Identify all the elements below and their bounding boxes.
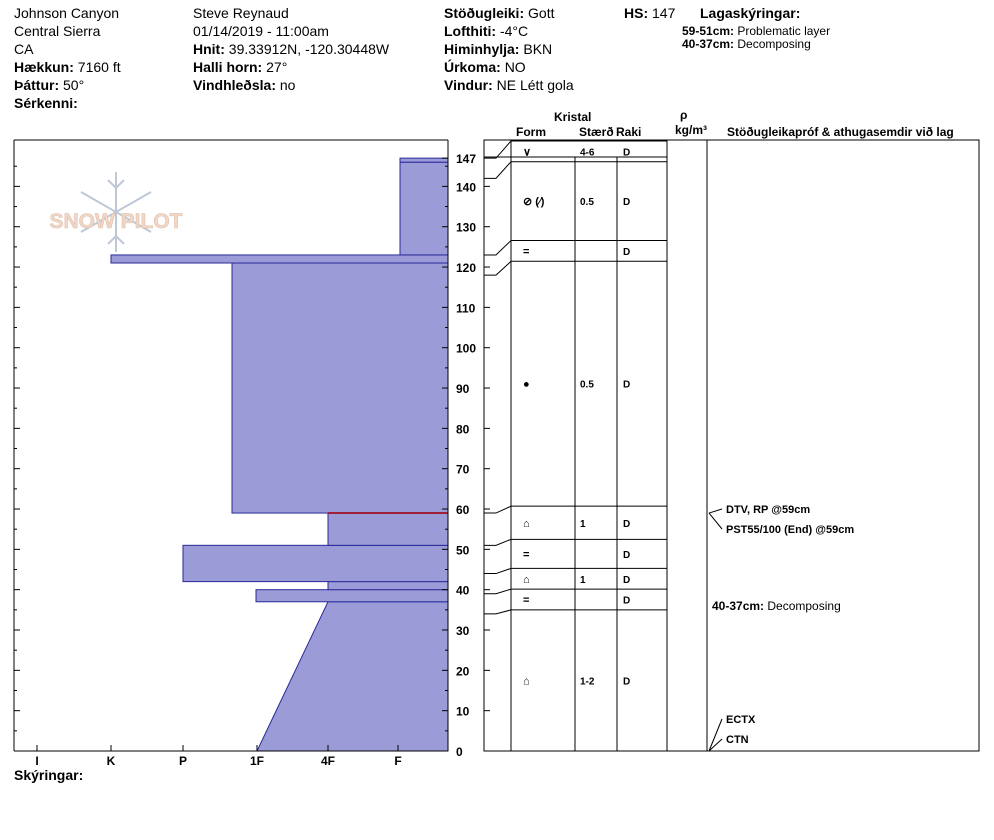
layer-form-6: ⌂ — [523, 573, 530, 586]
depth-label-80: 80 — [456, 422, 470, 437]
layer-notes-title: Lagaskýringar: — [700, 5, 801, 21]
layer-moisture-7: D — [623, 595, 631, 607]
air-temp-label: Lofthiti: — [444, 23, 497, 39]
layer-form-1: ⊘ (⁄) — [523, 196, 545, 209]
location-name: Johnson Canyon — [14, 5, 120, 21]
column-form: Form — [516, 125, 546, 139]
coords-label: Hnit: — [193, 41, 225, 57]
layer-note-1-text: Problematic layer — [737, 24, 831, 38]
depth-label-120: 120 — [456, 261, 477, 276]
footer-notes-label: Skýringar: — [14, 767, 84, 783]
hardness-label-4F: 4F — [320, 754, 336, 768]
test-pointer-1 — [709, 513, 722, 529]
layer-note-2-range: 40-37cm: — [682, 37, 735, 51]
aspect-label: Þáttur: — [14, 77, 60, 93]
logo-text: SNOW PILOT — [49, 210, 183, 233]
hardness-layer-8 — [400, 158, 448, 162]
layer-form-8: ⌂ — [523, 675, 530, 688]
column-crystal: Kristal — [554, 110, 592, 124]
layer-size-4: 1 — [580, 518, 586, 530]
precip-value: NO — [504, 59, 526, 75]
observer-name: Steve Reynaud — [193, 5, 289, 21]
hardness-layer-0 — [257, 602, 448, 751]
snowpilot-logo — [50, 172, 183, 252]
layer-size-8: 1-2 — [580, 676, 595, 688]
slope-value: 27° — [266, 59, 288, 75]
layer-size-1: 0.5 — [580, 197, 594, 209]
column-moisture: Raki — [616, 125, 642, 139]
coords-value: 39.33912N, -120.30448W — [228, 41, 390, 57]
layer-comment: 40-37cm: Decomposing — [712, 599, 841, 613]
layer-size-0: 4-6 — [580, 147, 595, 159]
hardness-layer-6 — [111, 255, 448, 263]
aspect-value: 50° — [63, 77, 85, 93]
layer-connector-5 — [484, 539, 511, 545]
layer-form-7: = — [523, 594, 530, 607]
specifics-label: Sérkenni: — [14, 95, 78, 111]
depth-label-40: 40 — [456, 583, 470, 598]
depth-label-70: 70 — [456, 462, 470, 477]
elevation-label: Hækkun: — [14, 59, 74, 75]
depth-label-60: 60 — [456, 503, 470, 518]
column-density-unit: kg/m³ — [675, 123, 708, 137]
hs-label: HS: — [624, 5, 649, 21]
table-frame — [484, 140, 979, 751]
wind-value: NE Létt gola — [496, 77, 574, 93]
hardness-label-P: P — [178, 754, 188, 768]
hardness-layer-4 — [328, 513, 448, 545]
layer-table — [484, 140, 979, 751]
region-name: Central Sierra — [14, 23, 101, 39]
layer-note-2-text: Decomposing — [737, 37, 811, 51]
hs-value: 147 — [652, 5, 676, 21]
hardness-layer-2 — [328, 582, 448, 590]
hardness-label-1F: 1F — [249, 754, 265, 768]
layer-moisture-0: D — [623, 147, 631, 159]
hardness-layer-7 — [400, 162, 448, 255]
wind-loading-label: Vindhleðsla: — [193, 77, 276, 93]
layer-form-2: = — [523, 245, 530, 258]
precip-label: Úrkoma: — [444, 59, 501, 75]
depth-label-top: 147 — [456, 152, 477, 167]
depth-label-30: 30 — [456, 624, 470, 639]
wind-label: Vindur: — [444, 77, 493, 93]
depth-label-50: 50 — [456, 543, 470, 558]
layer-connector-6 — [484, 568, 511, 573]
hardness-label-F: F — [394, 754, 402, 768]
layer-connector-1 — [484, 162, 511, 179]
layer-size-3: 0.5 — [580, 379, 594, 391]
test-text-0: DTV, RP @59cm — [726, 504, 811, 516]
test-text-2: ECTX — [726, 714, 756, 726]
layer-moisture-6: D — [623, 574, 631, 586]
column-size: Stærð — [579, 125, 614, 139]
layer-moisture-4: D — [623, 518, 631, 530]
hardness-layer-1 — [256, 590, 448, 602]
sky-label: Himinhylja: — [444, 41, 520, 57]
observation-datetime: 01/14/2019 - 11:00am — [193, 23, 329, 39]
test-text-3: CTN — [726, 734, 749, 746]
hardness-layer-5 — [232, 263, 448, 513]
layer-connector-0 — [484, 141, 511, 158]
layer-connector-4 — [484, 506, 511, 513]
layer-moisture-3: D — [623, 379, 631, 391]
depth-label-140: 140 — [456, 180, 477, 195]
column-density-symbol: ρ — [680, 108, 688, 122]
elevation-value: 7160 ft — [77, 59, 121, 75]
sky-value: BKN — [523, 41, 553, 57]
stability-tests — [709, 504, 854, 751]
hardness-label-K: K — [106, 754, 116, 768]
layer-form-0: ∨ — [523, 146, 532, 159]
depth-label-20: 20 — [456, 664, 470, 679]
wind-loading-value: no — [279, 77, 296, 93]
hardness-layer-3 — [183, 545, 448, 581]
depth-label-90: 90 — [456, 382, 470, 397]
hardness-profile — [111, 158, 448, 751]
layer-moisture-8: D — [623, 676, 631, 688]
layer-moisture-2: D — [623, 246, 631, 258]
slope-label: Halli horn: — [193, 59, 263, 75]
layer-moisture-5: D — [623, 549, 631, 561]
layer-form-5: = — [523, 548, 530, 561]
layer-size-6: 1 — [580, 574, 586, 586]
layer-connector-3 — [484, 261, 511, 275]
depth-label-100: 100 — [456, 341, 477, 356]
hardness-chart — [14, 140, 490, 768]
layer-form-4: ⌂ — [523, 517, 530, 530]
depth-label-0: 0 — [456, 745, 463, 759]
test-pointer-0 — [709, 509, 722, 513]
state-name: CA — [14, 41, 34, 57]
test-pointer-2 — [709, 719, 722, 751]
layer-form-3: ● — [523, 378, 530, 391]
stability-label: Stöðugleiki: — [444, 5, 525, 21]
column-tests: Stöðugleikapróf & athugasemdir við lag — [727, 125, 954, 139]
layer-moisture-1: D — [623, 197, 631, 209]
air-temp-value: -4°C — [499, 23, 529, 39]
depth-label-130: 130 — [456, 220, 477, 235]
layer-note-1-range: 59-51cm: — [682, 24, 735, 38]
stability-value: Gott — [528, 5, 555, 21]
layer-connector-8 — [484, 610, 511, 614]
depth-label-110: 110 — [456, 301, 476, 316]
depth-label-10: 10 — [456, 704, 470, 719]
layer-connector-2 — [484, 241, 511, 255]
test-text-1: PST55/100 (End) @59cm — [726, 524, 855, 536]
hardness-label-I: I — [35, 754, 39, 768]
